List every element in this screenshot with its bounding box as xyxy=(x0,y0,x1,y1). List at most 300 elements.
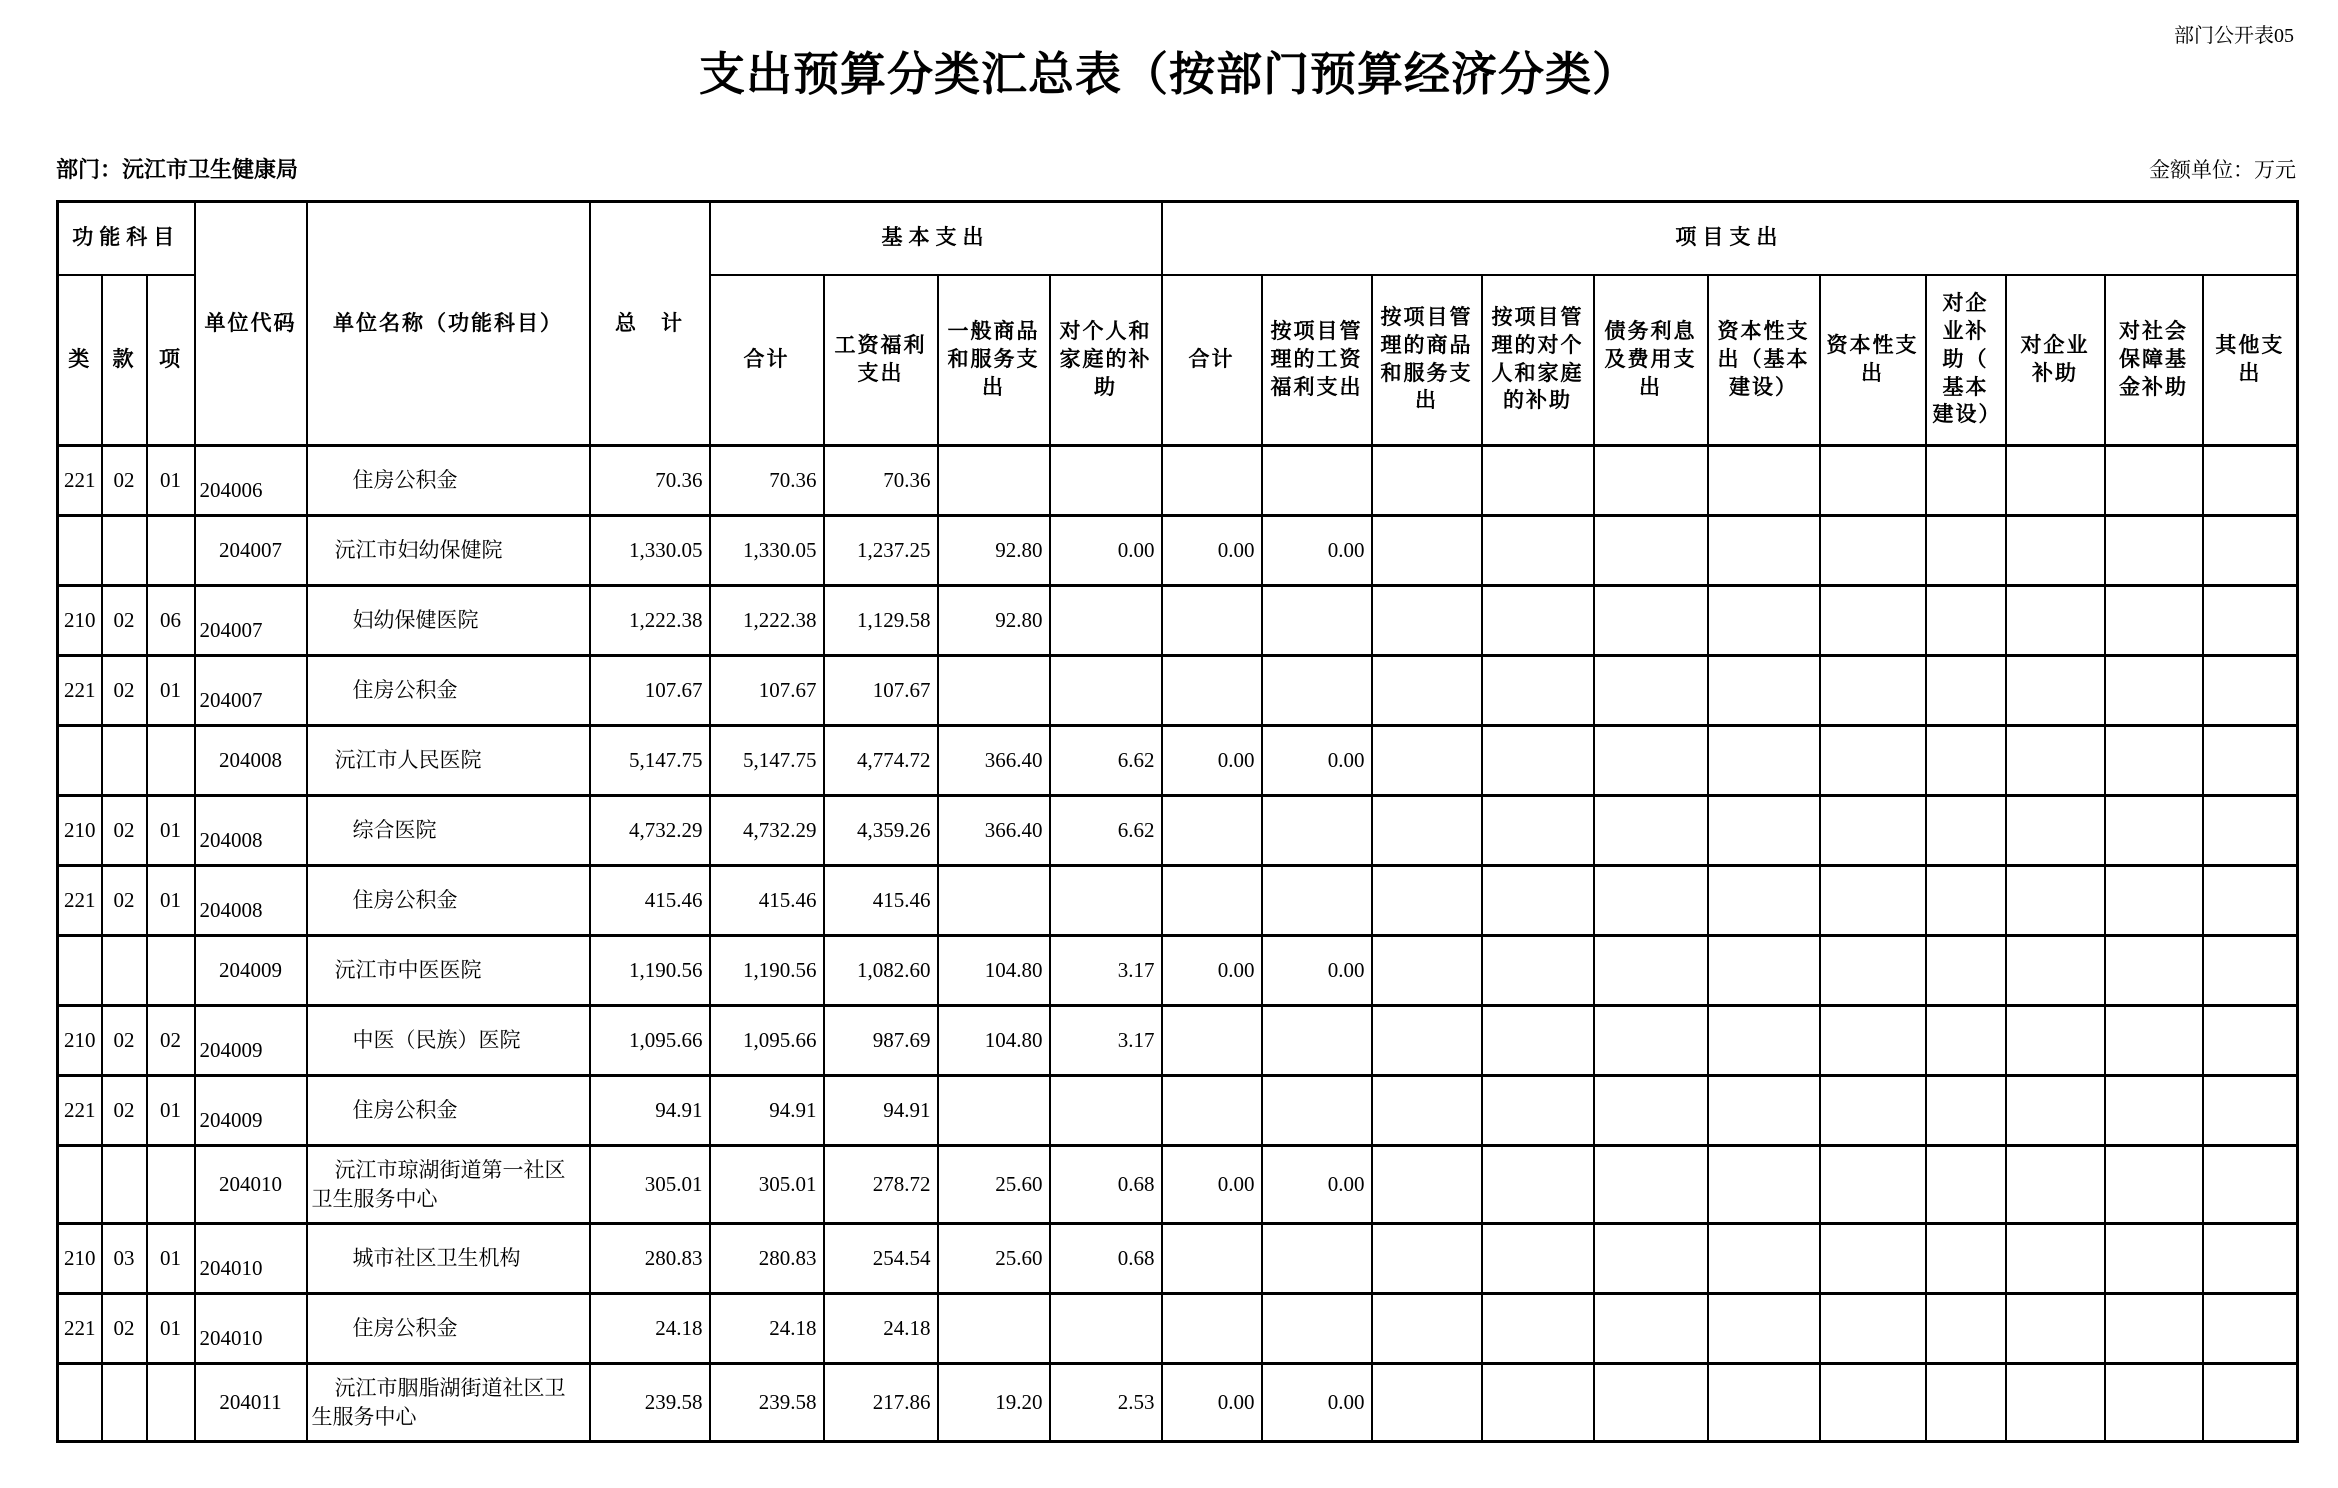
cell-value-proj-other xyxy=(2203,1076,2298,1146)
cell-func-class xyxy=(58,516,102,586)
cell-value-proj-capital xyxy=(1820,446,1926,516)
cell-value-proj-enterprise xyxy=(2006,1076,2105,1146)
table-header xyxy=(58,202,2298,446)
col-header-proj-wage: 按项目管理的工资福利支出 xyxy=(1262,275,1372,446)
cell-value-basic-family: 3.17 xyxy=(1050,936,1162,1006)
cell-value-basic-goods: 104.80 xyxy=(938,1006,1050,1076)
cell-value-basic-goods: 92.80 xyxy=(938,586,1050,656)
col-header-proj-total: 合计 xyxy=(1162,275,1262,446)
table-row xyxy=(58,1364,2298,1442)
cell-func-item: 01 xyxy=(147,1224,195,1294)
cell-value-proj-goods xyxy=(1372,1364,1482,1442)
cell-value-proj-family xyxy=(1482,796,1594,866)
cell-value-proj-goods xyxy=(1372,1076,1482,1146)
cell-value-proj-goods xyxy=(1372,586,1482,656)
cell-value-proj-wage: 0.00 xyxy=(1262,936,1372,1006)
cell-value-basic-family xyxy=(1050,866,1162,936)
cell-value-basic-total: 24.18 xyxy=(710,1294,824,1364)
cell-value-proj-total xyxy=(1162,1076,1262,1146)
cell-value-proj-enterprise xyxy=(2006,446,2105,516)
table-row xyxy=(58,1146,2298,1224)
cell-func-item xyxy=(147,726,195,796)
cell-value-proj-social xyxy=(2105,516,2203,586)
table-row xyxy=(58,1294,2298,1364)
cell-unit-code: 204006 xyxy=(195,446,307,516)
table-row xyxy=(58,866,2298,936)
cell-value-proj-enterprise-basic xyxy=(1926,1146,2006,1224)
cell-value-basic-goods: 366.40 xyxy=(938,726,1050,796)
cell-value-proj-other xyxy=(2203,1146,2298,1224)
cell-value-basic-wage: 70.36 xyxy=(824,446,938,516)
cell-func-section: 02 xyxy=(102,796,147,866)
cell-value-proj-enterprise xyxy=(2006,1146,2105,1224)
col-header-proj-enterprise: 对企业补助 xyxy=(2006,275,2105,446)
cell-value-basic-total: 415.46 xyxy=(710,866,824,936)
cell-unit-code: 204010 xyxy=(195,1294,307,1364)
col-header-func-group: 功能科目 xyxy=(58,202,195,275)
cell-value-proj-wage xyxy=(1262,446,1372,516)
cell-value-proj-enterprise xyxy=(2006,796,2105,866)
cell-value-proj-goods xyxy=(1372,656,1482,726)
col-header-item: 项 xyxy=(147,275,195,446)
cell-value-proj-debt xyxy=(1594,796,1708,866)
cell-unit-name: 中医（民族）医院 xyxy=(307,1006,590,1076)
cell-value-basic-family: 0.68 xyxy=(1050,1224,1162,1294)
cell-value-proj-capital xyxy=(1820,796,1926,866)
cell-func-class xyxy=(58,1146,102,1224)
col-header-basic-total: 合计 xyxy=(710,275,824,446)
cell-value-proj-capital xyxy=(1820,1006,1926,1076)
table-row xyxy=(58,1006,2298,1076)
cell-value-proj-debt xyxy=(1594,1364,1708,1442)
cell-func-class xyxy=(58,936,102,1006)
cell-value-proj-enterprise-basic xyxy=(1926,1006,2006,1076)
cell-func-item xyxy=(147,1364,195,1442)
cell-value-basic-total: 1,222.38 xyxy=(710,586,824,656)
table-row xyxy=(58,1224,2298,1294)
cell-value-total: 94.91 xyxy=(590,1076,710,1146)
cell-value-basic-total: 94.91 xyxy=(710,1076,824,1146)
cell-value-proj-enterprise-basic xyxy=(1926,936,2006,1006)
cell-unit-code: 204009 xyxy=(195,1076,307,1146)
cell-value-proj-enterprise xyxy=(2006,1006,2105,1076)
cell-value-basic-total: 4,732.29 xyxy=(710,796,824,866)
col-header-basic-goods: 一般商品和服务支出 xyxy=(938,275,1050,446)
cell-value-proj-goods xyxy=(1372,446,1482,516)
cell-unit-name: 住房公积金 xyxy=(307,1076,590,1146)
cell-value-basic-wage: 4,774.72 xyxy=(824,726,938,796)
cell-func-class: 221 xyxy=(58,656,102,726)
cell-func-class xyxy=(58,1364,102,1442)
cell-value-proj-capital xyxy=(1820,1224,1926,1294)
cell-unit-code: 204008 xyxy=(195,796,307,866)
cell-value-proj-wage: 0.00 xyxy=(1262,1364,1372,1442)
cell-value-proj-debt xyxy=(1594,1146,1708,1224)
cell-value-proj-capital-basic xyxy=(1708,1006,1820,1076)
col-header-proj-goods: 按项目管理的商品和服务支出 xyxy=(1372,275,1482,446)
cell-func-item xyxy=(147,516,195,586)
cell-value-proj-enterprise-basic xyxy=(1926,586,2006,656)
cell-value-basic-goods: 25.60 xyxy=(938,1146,1050,1224)
cell-value-basic-goods: 366.40 xyxy=(938,796,1050,866)
cell-value-proj-total xyxy=(1162,586,1262,656)
cell-value-total: 415.46 xyxy=(590,866,710,936)
cell-value-proj-capital-basic xyxy=(1708,866,1820,936)
cell-value-proj-capital xyxy=(1820,1294,1926,1364)
cell-value-proj-enterprise xyxy=(2006,656,2105,726)
cell-value-basic-total: 280.83 xyxy=(710,1224,824,1294)
cell-value-proj-capital-basic xyxy=(1708,796,1820,866)
col-header-unit-code: 单位代码 xyxy=(195,202,307,446)
cell-value-proj-capital xyxy=(1820,516,1926,586)
cell-func-item xyxy=(147,936,195,1006)
cell-value-total: 70.36 xyxy=(590,446,710,516)
cell-value-proj-enterprise xyxy=(2006,936,2105,1006)
cell-value-proj-debt xyxy=(1594,866,1708,936)
cell-func-item: 01 xyxy=(147,1294,195,1364)
cell-unit-name: 沅江市琼湖街道第一社区卫生服务中心 xyxy=(307,1146,590,1224)
cell-value-proj-enterprise xyxy=(2006,516,2105,586)
cell-func-class: 221 xyxy=(58,866,102,936)
cell-value-proj-goods xyxy=(1372,1294,1482,1364)
cell-func-item: 01 xyxy=(147,1076,195,1146)
cell-value-proj-capital-basic xyxy=(1708,1146,1820,1224)
cell-value-basic-goods: 25.60 xyxy=(938,1224,1050,1294)
cell-func-section: 02 xyxy=(102,586,147,656)
cell-value-proj-debt xyxy=(1594,936,1708,1006)
cell-value-proj-family xyxy=(1482,446,1594,516)
cell-value-proj-family xyxy=(1482,516,1594,586)
cell-value-proj-capital xyxy=(1820,586,1926,656)
cell-value-proj-social xyxy=(2105,656,2203,726)
cell-value-basic-family: 0.00 xyxy=(1050,516,1162,586)
cell-value-proj-other xyxy=(2203,446,2298,516)
cell-value-proj-capital xyxy=(1820,1076,1926,1146)
cell-value-proj-wage xyxy=(1262,796,1372,866)
cell-func-class xyxy=(58,726,102,796)
cell-value-proj-enterprise xyxy=(2006,586,2105,656)
cell-unit-name: 住房公积金 xyxy=(307,866,590,936)
cell-value-proj-enterprise xyxy=(2006,1364,2105,1442)
cell-value-basic-wage: 278.72 xyxy=(824,1146,938,1224)
cell-value-proj-capital-basic xyxy=(1708,726,1820,796)
col-header-proj-capital-basic: 资本性支出（基本建设） xyxy=(1708,275,1820,446)
cell-value-proj-family xyxy=(1482,1006,1594,1076)
cell-value-proj-wage xyxy=(1262,1006,1372,1076)
cell-value-proj-other xyxy=(2203,656,2298,726)
cell-value-proj-wage xyxy=(1262,1294,1372,1364)
cell-value-proj-family xyxy=(1482,936,1594,1006)
cell-value-basic-wage: 1,237.25 xyxy=(824,516,938,586)
cell-value-proj-other xyxy=(2203,1364,2298,1442)
cell-unit-name: 住房公积金 xyxy=(307,446,590,516)
cell-unit-code: 204007 xyxy=(195,656,307,726)
cell-value-basic-total: 1,190.56 xyxy=(710,936,824,1006)
cell-value-proj-goods xyxy=(1372,866,1482,936)
cell-value-basic-family xyxy=(1050,656,1162,726)
cell-func-section: 02 xyxy=(102,656,147,726)
cell-unit-name: 沅江市人民医院 xyxy=(307,726,590,796)
table-row xyxy=(58,656,2298,726)
cell-func-item: 01 xyxy=(147,866,195,936)
cell-unit-name: 妇幼保健医院 xyxy=(307,586,590,656)
cell-value-proj-enterprise-basic xyxy=(1926,1076,2006,1146)
cell-value-proj-debt xyxy=(1594,446,1708,516)
cell-unit-name: 沅江市妇幼保健院 xyxy=(307,516,590,586)
cell-value-proj-goods xyxy=(1372,796,1482,866)
cell-unit-code: 204007 xyxy=(195,516,307,586)
cell-value-proj-social xyxy=(2105,586,2203,656)
cell-value-proj-family xyxy=(1482,1294,1594,1364)
cell-value-total: 280.83 xyxy=(590,1224,710,1294)
cell-value-basic-total: 305.01 xyxy=(710,1146,824,1224)
cell-value-basic-goods xyxy=(938,656,1050,726)
cell-value-proj-total: 0.00 xyxy=(1162,726,1262,796)
cell-value-proj-capital xyxy=(1820,1146,1926,1224)
cell-value-proj-family xyxy=(1482,586,1594,656)
cell-unit-name: 住房公积金 xyxy=(307,656,590,726)
cell-value-basic-wage: 415.46 xyxy=(824,866,938,936)
cell-value-basic-wage: 107.67 xyxy=(824,656,938,726)
cell-value-proj-other xyxy=(2203,1294,2298,1364)
col-header-basic-family: 对个人和家庭的补助 xyxy=(1050,275,1162,446)
cell-value-proj-capital-basic xyxy=(1708,446,1820,516)
col-header-proj-capital: 资本性支出 xyxy=(1820,275,1926,446)
cell-value-proj-capital xyxy=(1820,656,1926,726)
cell-func-section: 02 xyxy=(102,866,147,936)
cell-value-proj-total: 0.00 xyxy=(1162,936,1262,1006)
cell-value-proj-goods xyxy=(1372,936,1482,1006)
col-header-proj-enterprise-basic: 对企业补助（基本建设） xyxy=(1926,275,2006,446)
cell-value-proj-total xyxy=(1162,656,1262,726)
cell-func-class: 221 xyxy=(58,1294,102,1364)
cell-value-basic-wage: 1,129.58 xyxy=(824,586,938,656)
cell-value-basic-wage: 254.54 xyxy=(824,1224,938,1294)
col-header-basic-group: 基本支出 xyxy=(710,202,1162,275)
cell-value-proj-other xyxy=(2203,1224,2298,1294)
cell-func-class: 221 xyxy=(58,1076,102,1146)
cell-value-proj-family xyxy=(1482,726,1594,796)
cell-value-proj-enterprise-basic xyxy=(1926,1364,2006,1442)
cell-value-basic-family: 2.53 xyxy=(1050,1364,1162,1442)
cell-func-class: 210 xyxy=(58,796,102,866)
cell-func-section xyxy=(102,1364,147,1442)
col-header-class: 类 xyxy=(58,275,102,446)
cell-value-proj-total: 0.00 xyxy=(1162,1364,1262,1442)
department-label: 部门：沅江市卫生健康局 xyxy=(56,157,299,182)
cell-value-proj-capital xyxy=(1820,936,1926,1006)
cell-value-proj-social xyxy=(2105,726,2203,796)
cell-value-proj-social xyxy=(2105,936,2203,1006)
cell-value-total: 1,095.66 xyxy=(590,1006,710,1076)
cell-value-basic-family: 3.17 xyxy=(1050,1006,1162,1076)
cell-value-proj-social xyxy=(2105,1146,2203,1224)
form-code-label: 部门公开表05 xyxy=(2174,25,2294,47)
cell-value-proj-capital xyxy=(1820,1364,1926,1442)
col-header-proj-debt: 债务利息及费用支出 xyxy=(1594,275,1708,446)
cell-func-item: 06 xyxy=(147,586,195,656)
cell-func-item: 01 xyxy=(147,656,195,726)
col-header-proj-social: 对社会保障基金补助 xyxy=(2105,275,2203,446)
cell-value-basic-family xyxy=(1050,586,1162,656)
cell-value-proj-other xyxy=(2203,866,2298,936)
cell-value-proj-enterprise-basic xyxy=(1926,656,2006,726)
cell-value-basic-family: 6.62 xyxy=(1050,796,1162,866)
cell-value-proj-social xyxy=(2105,1006,2203,1076)
cell-value-basic-family xyxy=(1050,1076,1162,1146)
cell-value-basic-total: 1,330.05 xyxy=(710,516,824,586)
cell-unit-name: 综合医院 xyxy=(307,796,590,866)
cell-value-basic-total: 70.36 xyxy=(710,446,824,516)
cell-value-proj-capital-basic xyxy=(1708,936,1820,1006)
cell-func-item: 01 xyxy=(147,446,195,516)
col-header-basic-wage: 工资福利支出 xyxy=(824,275,938,446)
cell-value-proj-enterprise-basic xyxy=(1926,726,2006,796)
cell-value-proj-wage xyxy=(1262,656,1372,726)
cell-value-proj-social xyxy=(2105,1224,2203,1294)
cell-value-basic-goods xyxy=(938,1076,1050,1146)
cell-unit-code: 204009 xyxy=(195,936,307,1006)
cell-value-proj-goods xyxy=(1372,516,1482,586)
cell-value-basic-family: 0.68 xyxy=(1050,1146,1162,1224)
cell-func-section: 03 xyxy=(102,1224,147,1294)
cell-func-class: 210 xyxy=(58,586,102,656)
cell-value-proj-capital-basic xyxy=(1708,1224,1820,1294)
cell-func-item: 02 xyxy=(147,1006,195,1076)
cell-value-proj-capital-basic xyxy=(1708,516,1820,586)
amount-unit-label: 金额单位：万元 xyxy=(2149,158,2296,182)
cell-value-proj-other xyxy=(2203,516,2298,586)
cell-unit-name: 沅江市胭脂湖街道社区卫生服务中心 xyxy=(307,1364,590,1442)
cell-value-proj-capital xyxy=(1820,866,1926,936)
cell-value-proj-enterprise xyxy=(2006,726,2105,796)
cell-value-proj-family xyxy=(1482,1364,1594,1442)
cell-value-proj-wage xyxy=(1262,866,1372,936)
col-header-project-group: 项目支出 xyxy=(1162,202,2298,275)
cell-value-basic-wage: 94.91 xyxy=(824,1076,938,1146)
cell-value-basic-family xyxy=(1050,446,1162,516)
cell-value-proj-wage: 0.00 xyxy=(1262,1146,1372,1224)
cell-func-class: 210 xyxy=(58,1224,102,1294)
cell-value-total: 107.67 xyxy=(590,656,710,726)
cell-unit-name: 沅江市中医医院 xyxy=(307,936,590,1006)
col-header-total: 总 计 xyxy=(590,202,710,446)
col-header-section: 款 xyxy=(102,275,147,446)
cell-value-proj-family xyxy=(1482,866,1594,936)
cell-value-proj-capital xyxy=(1820,726,1926,796)
cell-func-section xyxy=(102,936,147,1006)
cell-value-proj-debt xyxy=(1594,516,1708,586)
cell-unit-name: 城市社区卫生机构 xyxy=(307,1224,590,1294)
cell-value-total: 5,147.75 xyxy=(590,726,710,796)
cell-func-class: 210 xyxy=(58,1006,102,1076)
cell-value-proj-total xyxy=(1162,1224,1262,1294)
cell-unit-code: 204010 xyxy=(195,1146,307,1224)
cell-value-basic-goods xyxy=(938,866,1050,936)
cell-func-item: 01 xyxy=(147,796,195,866)
cell-value-proj-debt xyxy=(1594,586,1708,656)
cell-value-proj-capital-basic xyxy=(1708,1364,1820,1442)
cell-value-proj-enterprise-basic xyxy=(1926,516,2006,586)
cell-value-proj-enterprise-basic xyxy=(1926,866,2006,936)
cell-func-section: 02 xyxy=(102,1076,147,1146)
cell-value-proj-goods xyxy=(1372,726,1482,796)
cell-value-proj-total: 0.00 xyxy=(1162,1146,1262,1224)
cell-value-proj-total: 0.00 xyxy=(1162,516,1262,586)
cell-value-proj-capital-basic xyxy=(1708,1294,1820,1364)
cell-value-total: 239.58 xyxy=(590,1364,710,1442)
cell-value-proj-total xyxy=(1162,1006,1262,1076)
table-body xyxy=(58,446,2298,1442)
page-title: 支出预算分类汇总表（按部门预算经济分类） xyxy=(699,49,1639,100)
cell-value-proj-total xyxy=(1162,446,1262,516)
meta-row xyxy=(56,156,2296,184)
cell-value-proj-other xyxy=(2203,726,2298,796)
cell-value-proj-debt xyxy=(1594,1224,1708,1294)
cell-value-proj-enterprise-basic xyxy=(1926,796,2006,866)
cell-value-proj-capital-basic xyxy=(1708,586,1820,656)
cell-value-basic-goods xyxy=(938,446,1050,516)
cell-value-proj-enterprise xyxy=(2006,1294,2105,1364)
col-header-proj-family: 按项目管理的对个人和家庭的补助 xyxy=(1482,275,1594,446)
cell-func-section xyxy=(102,1146,147,1224)
cell-value-basic-goods: 104.80 xyxy=(938,936,1050,1006)
cell-value-proj-total xyxy=(1162,866,1262,936)
cell-value-basic-family xyxy=(1050,1294,1162,1364)
cell-value-proj-wage: 0.00 xyxy=(1262,726,1372,796)
header-group-row xyxy=(58,202,2298,275)
cell-value-proj-enterprise xyxy=(2006,1224,2105,1294)
cell-value-basic-goods: 19.20 xyxy=(938,1364,1050,1442)
cell-value-proj-social xyxy=(2105,1364,2203,1442)
cell-value-proj-enterprise xyxy=(2006,866,2105,936)
cell-value-proj-enterprise-basic xyxy=(1926,1224,2006,1294)
cell-value-basic-goods: 92.80 xyxy=(938,516,1050,586)
cell-value-total: 1,222.38 xyxy=(590,586,710,656)
cell-unit-code: 204008 xyxy=(195,866,307,936)
cell-value-proj-goods xyxy=(1372,1146,1482,1224)
cell-value-total: 1,330.05 xyxy=(590,516,710,586)
cell-value-proj-family xyxy=(1482,1224,1594,1294)
cell-value-proj-wage xyxy=(1262,586,1372,656)
cell-value-proj-other xyxy=(2203,936,2298,1006)
cell-value-proj-enterprise-basic xyxy=(1926,446,2006,516)
cell-value-basic-wage: 987.69 xyxy=(824,1006,938,1076)
cell-value-proj-wage xyxy=(1262,1076,1372,1146)
cell-func-section: 02 xyxy=(102,1294,147,1364)
cell-value-proj-capital-basic xyxy=(1708,1076,1820,1146)
cell-func-class: 221 xyxy=(58,446,102,516)
cell-value-proj-debt xyxy=(1594,1006,1708,1076)
cell-value-proj-debt xyxy=(1594,656,1708,726)
cell-value-basic-wage: 217.86 xyxy=(824,1364,938,1442)
cell-unit-code: 204010 xyxy=(195,1224,307,1294)
cell-value-proj-wage xyxy=(1262,1224,1372,1294)
table-row xyxy=(58,796,2298,866)
cell-value-basic-total: 107.67 xyxy=(710,656,824,726)
cell-unit-code: 204008 xyxy=(195,726,307,796)
cell-func-section: 02 xyxy=(102,446,147,516)
cell-value-basic-total: 239.58 xyxy=(710,1364,824,1442)
cell-value-total: 24.18 xyxy=(590,1294,710,1364)
cell-value-proj-debt xyxy=(1594,726,1708,796)
cell-unit-name: 住房公积金 xyxy=(307,1294,590,1364)
cell-value-proj-family xyxy=(1482,1076,1594,1146)
cell-value-basic-wage: 4,359.26 xyxy=(824,796,938,866)
cell-value-total: 4,732.29 xyxy=(590,796,710,866)
cell-func-item xyxy=(147,1146,195,1224)
table-row xyxy=(58,936,2298,1006)
